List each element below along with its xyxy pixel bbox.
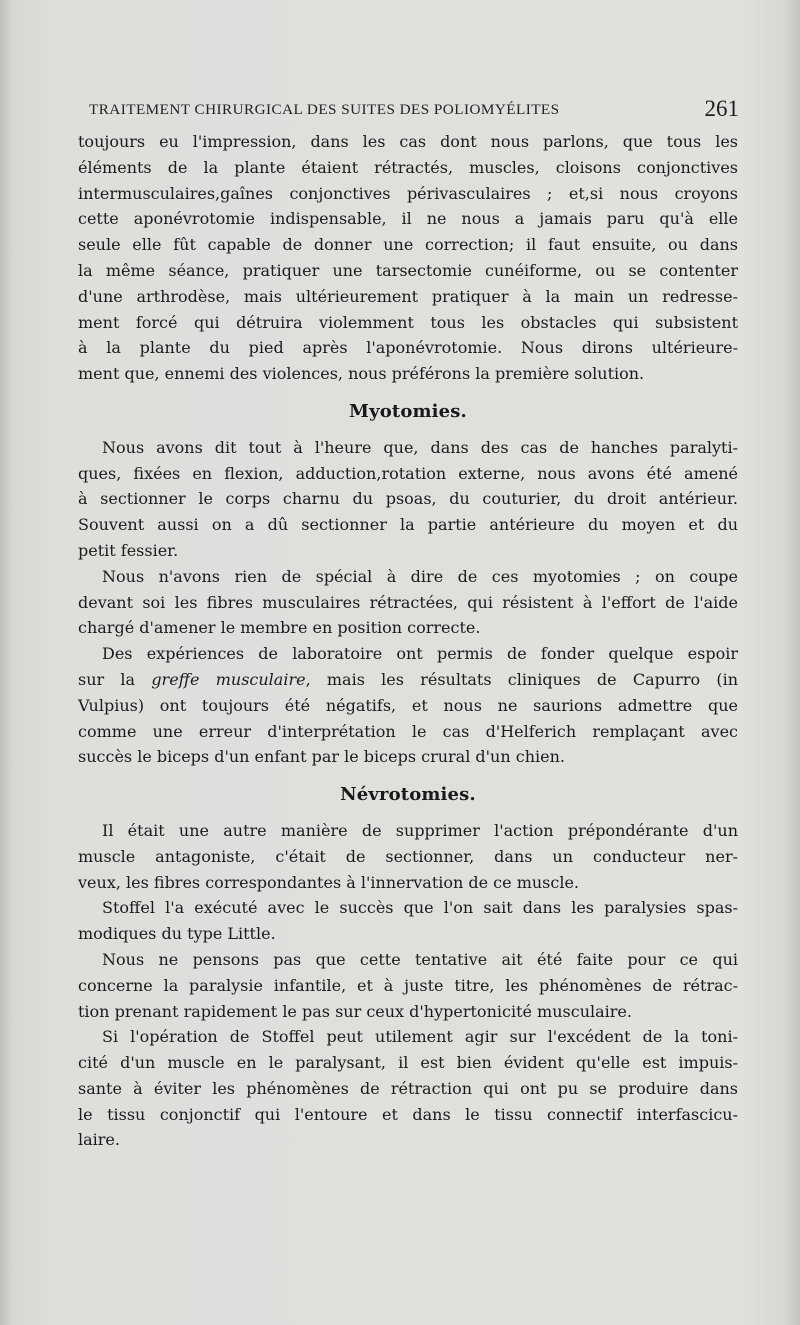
paragraph-nevrotomies-1	[78, 818, 738, 895]
text-line: Vulpius) ont toujours été négatifs, et nous ne saurions admettre que	[78, 695, 738, 715]
section-title-nevrotomies: Névrotomies.	[340, 784, 476, 806]
text-line-with-italic	[78, 667, 738, 693]
text-fragment: sur la	[78, 669, 152, 689]
text-line: Souvent aussi on a dû sectionner la partie antérieure du moyen et du	[78, 515, 738, 535]
text-line: Nous ne pensons pas que cette tentative ait été faite pour ce qui	[102, 949, 738, 969]
paragraph-nevrotomies-2	[78, 895, 738, 947]
text-line: Stoffel l'a exécuté avec le succès que l'on sait dans les paralysies spas-	[102, 898, 738, 918]
text-line: intermusculaires,gaînes conjonctives périvasculaires ; et,si nous croyons	[78, 183, 738, 203]
text-line: Nous n'avons rien de spécial à dire de ces myotomies ; on coupe	[102, 566, 738, 586]
text-line: devant soi les fibres musculaires rétractées, qui résistent à l'effort de l'aide	[78, 592, 738, 612]
text-line: le tissu conjonctif qui l'entoure et dans le tissu connectif interfascicu-	[78, 1104, 738, 1124]
page-content	[78, 129, 738, 1153]
page-header	[89, 96, 739, 126]
text-line: comme une erreur d'interprétation le cas d'Helferich remplaçant avec	[78, 721, 738, 741]
text-line: la même séance, pratiquer une tarsectomie cunéiforme, ou se contenter	[78, 260, 738, 280]
text-line: Des expériences de laboratoire ont permis de fonder quelque espoir	[102, 644, 738, 664]
text-line: Si l'opération de Stoffel peut utilement agir sur l'excédent de la toni-	[102, 1027, 738, 1047]
paragraph-nevrotomies-3	[78, 947, 738, 1024]
running-title: TRAITEMENT CHIRURGICAL DES SUITES DES POLIOMYÉLITES	[89, 101, 560, 118]
italic-term: greffe musculaire	[151, 669, 306, 689]
text-line: cette aponévrotomie indispensable, il ne nous a jamais paru qu'à elle	[78, 209, 738, 229]
text-line: ment que, ennemi des violences, nous préférons la première solution.	[78, 364, 645, 384]
text-line: veux, les fibres correspondantes à l'innervation de ce muscle.	[78, 872, 580, 892]
page-number: 261	[704, 96, 739, 121]
paragraph-myotomies-3	[78, 641, 738, 770]
text-line: Il était une autre manière de supprimer l'action prépondérante d'un	[102, 820, 738, 840]
paragraph-nevrotomies-4	[78, 1024, 738, 1153]
text-line: laire.	[78, 1130, 120, 1150]
text-line: Nous avons dit tout à l'heure que, dans des cas de hanches paralyti-	[102, 437, 738, 457]
text-line: chargé d'amener le membre en position correcte.	[78, 618, 481, 638]
text-line: muscle antagoniste, c'était de sectionner, dans un conducteur ner-	[78, 846, 738, 866]
text-fragment: , mais les résultats cliniques de Capurro (in	[305, 669, 739, 689]
text-line: d'une arthrodèse, mais ultérieurement pratiquer à la main un redresse-	[78, 286, 738, 306]
section-title-myotomies: Myotomies.	[349, 400, 467, 422]
text-line: éléments de la plante étaient rétractés, muscles, cloisons conjonctives	[78, 157, 738, 177]
paragraph-myotomies-2	[78, 564, 738, 641]
text-line: ment forcé qui détruira violemment tous les obstacles qui subsistent	[78, 312, 738, 332]
text-line: sante à éviter les phénomènes de rétraction qui ont pu se produire dans	[78, 1078, 738, 1098]
text-line: succès le biceps d'un enfant par le biceps crural d'un chien.	[78, 747, 565, 767]
text-line: à la plante du pied après l'aponévrotomie. Nous dirons ultérieure-	[78, 338, 738, 358]
text-line: ques, fixées en flexion, adduction,rotation externe, nous avons été amené	[78, 463, 738, 483]
paragraph-myotomies-1	[78, 435, 738, 564]
text-line: tion prenant rapidement le pas sur ceux d'hypertonicité musculaire.	[78, 1001, 632, 1021]
text-line: modiques du type Little.	[78, 924, 276, 944]
paragraph-continuation	[78, 129, 738, 387]
text-line: toujours eu l'impression, dans les cas dont nous parlons, que tous les	[78, 132, 738, 151]
text-line: à sectionner le corps charnu du psoas, du couturier, du droit antérieur.	[78, 489, 738, 509]
text-line: petit fessier.	[78, 540, 179, 560]
text-line: seule elle fût capable de donner une correction; il faut ensuite, ou dans	[78, 235, 738, 255]
text-line: cité d'un muscle en le paralysant, il est bien évident qu'elle est impuis-	[78, 1053, 738, 1073]
text-line: concerne la paralysie infantile, et à juste titre, les phénomènes de rétrac-	[78, 975, 738, 995]
